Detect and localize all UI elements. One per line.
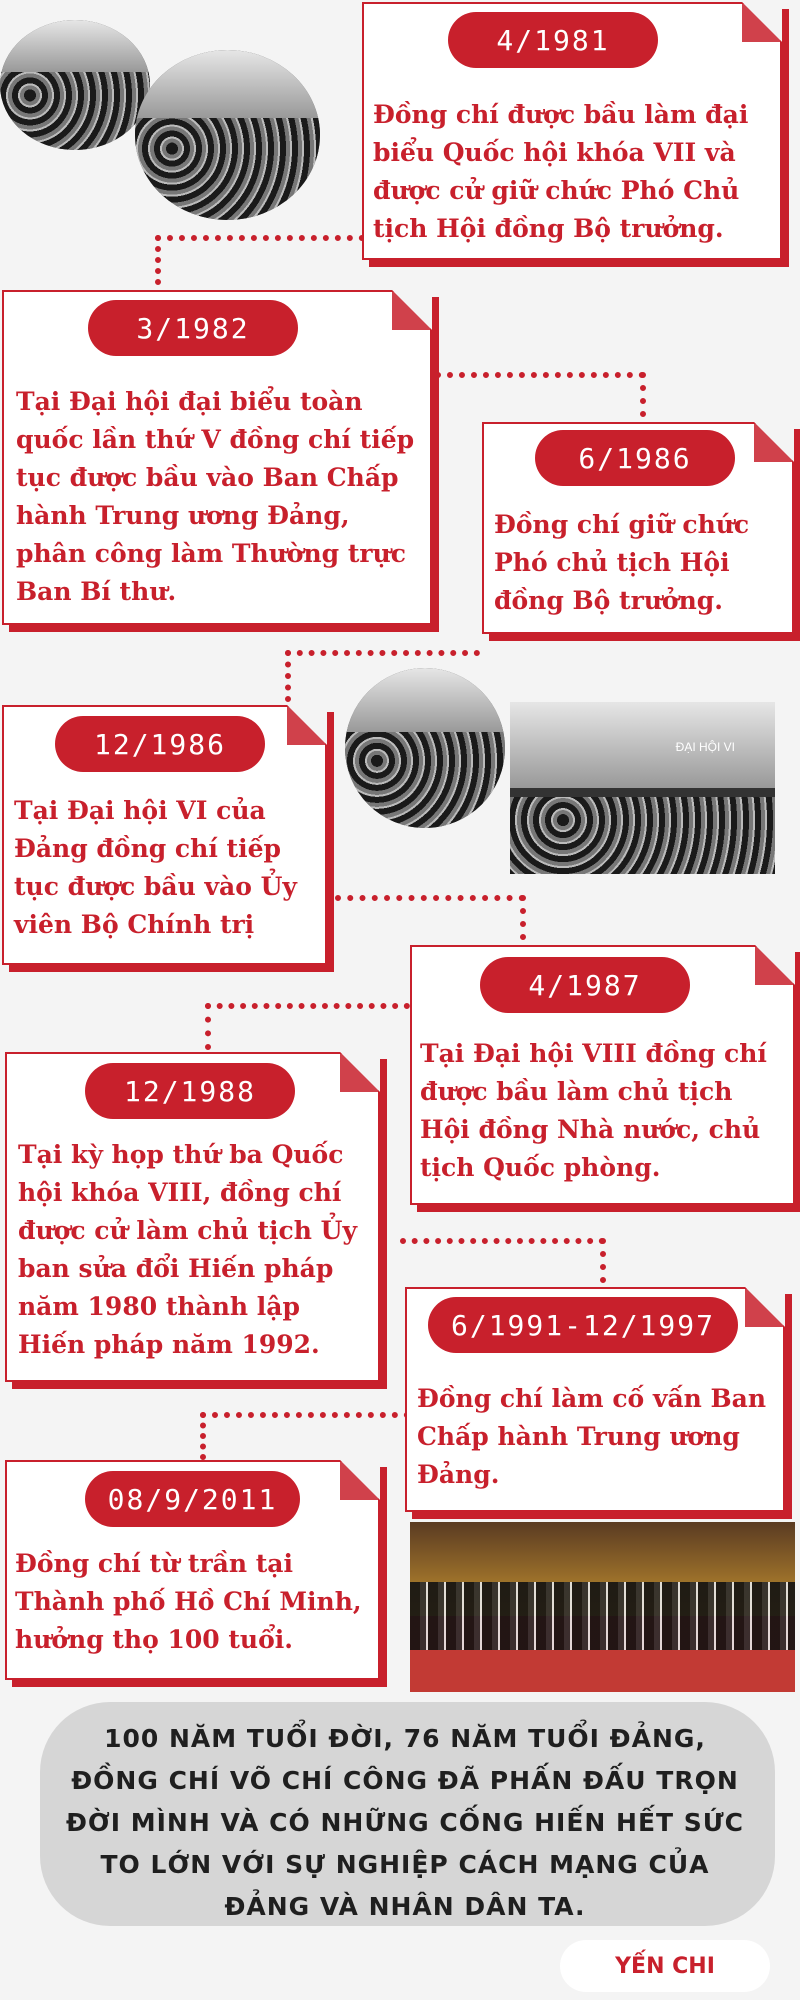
connector — [335, 895, 525, 901]
timeline-text: Đồng chí giữ chức Phó chủ tịch Hội đồng Bộ trưởng. — [494, 510, 750, 615]
page-fold-icon — [287, 705, 327, 745]
date-pill: 3/1982 — [88, 300, 298, 356]
connector — [600, 1238, 606, 1283]
timeline-text: Tại Đại hội đại biểu toàn quốc lần thứ V đồng chí tiếp tục được bầu vào Ban Chấp hành Trung ương Đảng, phân công làm Thường trực Ban Bí thư. — [16, 387, 415, 606]
author-badge: YẾN CHI — [560, 1940, 770, 1992]
connector — [640, 372, 646, 417]
connector — [200, 1412, 410, 1418]
congress-banner-text: ĐẠI HỘI VI — [675, 740, 735, 754]
page-fold-icon — [392, 290, 432, 330]
connector — [205, 1003, 211, 1050]
timeline-text: Tại kỳ họp thứ ba Quốc hội khóa VIII, đồng chí được cử làm chủ tịch Ủy ban sửa đổi Hiến pháp năm 1980 thành lập Hiến pháp năm 1992. — [18, 1140, 357, 1359]
connector — [285, 650, 291, 702]
date-pill: 4/1987 — [480, 957, 690, 1013]
photo-funeral — [410, 1522, 795, 1692]
date-pill: 6/1991-12/1997 — [428, 1297, 738, 1353]
page-fold-icon — [340, 1460, 380, 1500]
connector — [285, 650, 480, 656]
photo-visit-2 — [135, 50, 320, 220]
timeline-text: Đồng chí từ trần tại Thành phố Hồ Chí Minh, hưởng thọ 100 tuổi. — [15, 1549, 362, 1654]
date-pill: 12/1988 — [85, 1063, 295, 1119]
connector — [155, 235, 161, 285]
page-fold-icon — [754, 422, 794, 462]
page-fold-icon — [745, 1287, 785, 1327]
page-fold-icon — [755, 945, 795, 985]
date-pill: 08/9/2011 — [85, 1471, 300, 1527]
page-fold-icon — [742, 2, 782, 42]
timeline-text: Đồng chí làm cố vấn Ban Chấp hành Trung ương Đảng. — [417, 1384, 767, 1489]
summary-text: 100 NĂM TUỔI ĐỜI, 76 NĂM TUỔI ĐẢNG, ĐỒNG CHÍ VÕ CHÍ CÔNG ĐÃ PHẤN ĐẤU TRỌN ĐỜI MÌNH VÀ CÓ NHỮNG CỐNG HIẾN HẾT SỨC TO LỚN VỚI SỰ NGHIỆP CÁCH MẠNG CỦA ĐẢNG VÀ NHÂN DÂN TA. — [65, 1724, 745, 1921]
photo-congress-stage — [510, 702, 775, 874]
connector — [205, 1003, 410, 1009]
connector — [400, 1238, 605, 1244]
timeline-text: Tại Đại hội VIII đồng chí được bầu làm chủ tịch Hội đồng Nhà nước, chủ tịch Quốc phòng. — [420, 1039, 767, 1182]
page-fold-icon — [340, 1052, 380, 1092]
date-pill: 4/1981 — [448, 12, 658, 68]
date-pill: 6/1986 — [535, 430, 735, 486]
connector — [155, 235, 365, 241]
connector — [435, 372, 645, 378]
timeline-text: Đồng chí được bầu làm đại biểu Quốc hội khóa VII và được cử giữ chức Phó Chủ tịch Hội đồng Bộ trưởng. — [373, 100, 749, 243]
connector — [520, 895, 526, 940]
connector — [200, 1412, 206, 1460]
photo-congress-crowd — [345, 668, 505, 828]
date-pill: 12/1986 — [55, 716, 265, 772]
timeline-text: Tại Đại hội VI của Đảng đồng chí tiếp tục được bầu vào Ủy viên Bộ Chính trị — [14, 796, 297, 939]
photo-visit-1 — [0, 20, 150, 150]
